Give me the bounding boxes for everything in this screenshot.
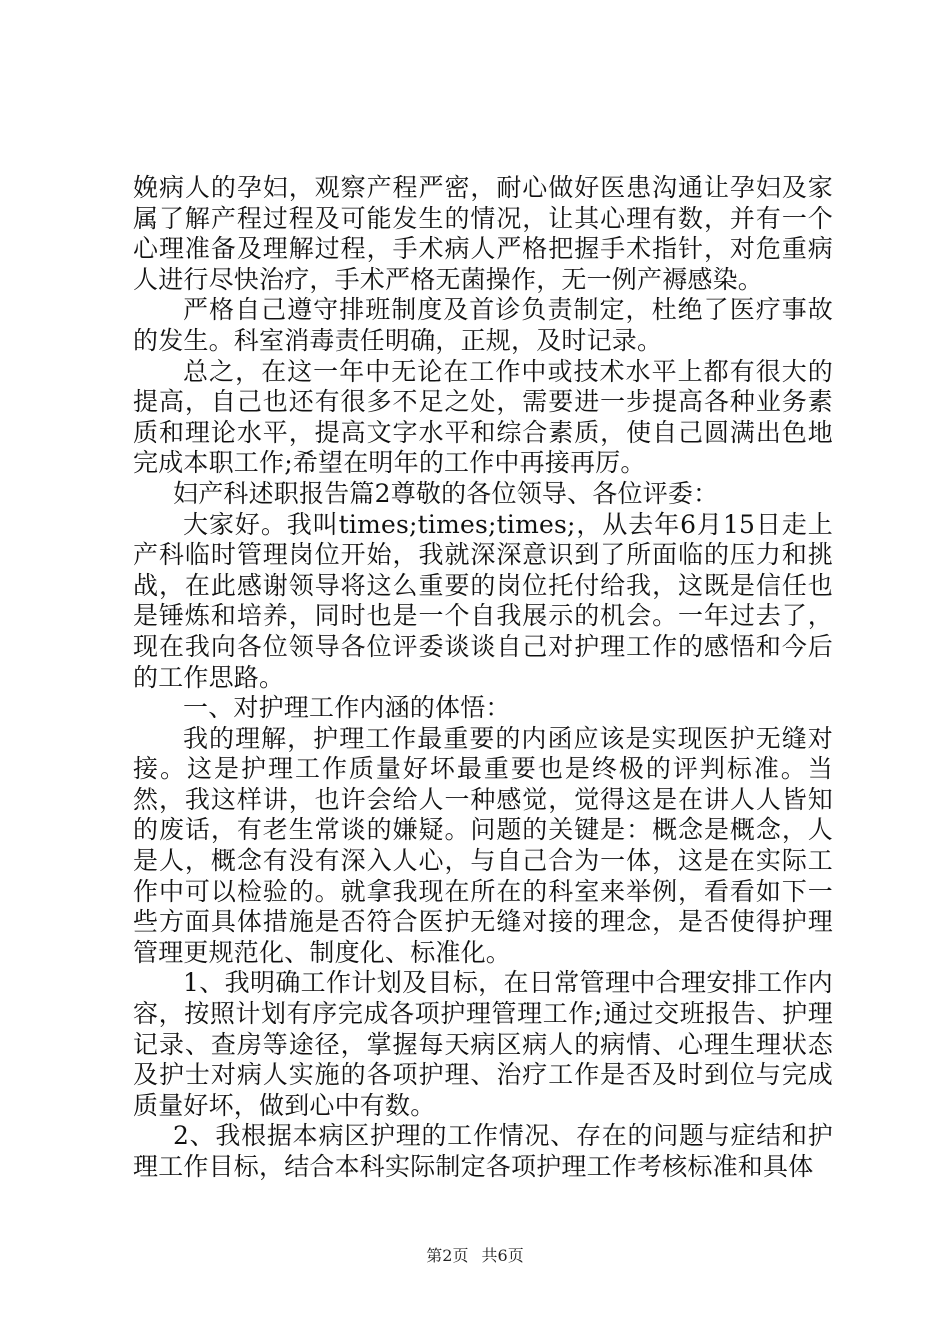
paragraph-greeting: 大家好。我叫times;times;times;，从去年6月15日走上产科临时管理岗位开始，我就深深意识到了所面临的压力和挑战，在此感谢领导将这么重要的岗位托付给我，这既是信任也是锤炼和培养，同时也是一个自我展示的机会。一年过去了，现在我向各位领导各位评委谈谈自己对护理工作的感悟和今后的工作思路。 — [133, 509, 833, 692]
section-heading-nursing-insight: 一、对护理工作内涵的体悟： — [183, 693, 511, 723]
paragraph-shift-system: 严格自己遵守排班制度及首诊负责制定，杜绝了医疗事故的发生。科室消毒责任明确，正规，及时记录。 — [133, 295, 833, 355]
paragraph-understanding: 我的理解，护理工作最重要的内函应该是实现医护无缝对接。这是护理工作质量好坏最重要也是终极的评判标准。当然，我这样讲，也许会给人一种感觉，觉得这是在讲人人皆知的废话，有老生常谈的嫌疑。问题的关键是：概念是概念，人是人，概念有没有深入人心，与自己合为一体，这是在实际工作中可以检验的。就拿我现在所在的科室来举例，看看如下一些方面具体措施是否符合医护无缝对接的理念，是否使得护理管理更规范化、制度化、标准化。 — [133, 723, 833, 967]
paragraph-report-heading: 妇产科述职报告篇2尊敬的各位领导、各位评委： — [173, 478, 719, 508]
page-number: 第2页 — [426, 1246, 469, 1265]
paragraph-continuation: 娩病人的孕妇，观察产程严密，耐心做好医患沟通让孕妇及家属了解产程过程及可能发生的情况，让其心理有数，并有一个心理准备及理解过程，手术病人严格把握手术指针，对危重病人进行尽快治疗，手术严格无菌操作，无一例产褥感染。 — [133, 173, 833, 294]
paragraph-item-1: 1、我明确工作计划及目标，在日常管理中合理安排工作内容，按照计划有序完成各项护理管理工作;通过交班报告、护理记录、查房等途径，掌握每天病区病人的病情、心理生理状态及护士对病人实施的各项护理、治疗工作是否及时到位与完成质量好坏，做到心中有数。 — [133, 968, 833, 1120]
page-footer — [0, 1243, 950, 1266]
paragraph-item-2: 2、我根据本病区护理的工作情况、存在的问题与症结和护理工作目标，结合本科实际制定各项护理工作考核标准和具体 — [133, 1121, 833, 1181]
document-body — [133, 173, 833, 1183]
paragraph-summary: 总之，在这一年中无论在工作中或技术水平上都有很大的提高，自己也还有很多不足之处，需要进一步提高各种业务素质和理论水平，提高文字水平和综合素质，使自己圆满出色地完成本职工作;希望在明年的工作中再接再厉。 — [133, 356, 833, 478]
page-total: 共6页 — [481, 1246, 524, 1265]
